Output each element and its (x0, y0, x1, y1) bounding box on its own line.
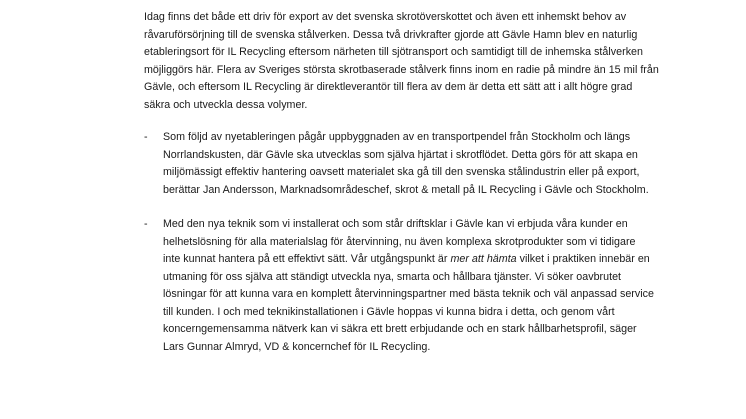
bullet-line: till kunden. I och med teknikinstallationen i Gävle hoppas vi kunna bidra i detta, och genom vårt (163, 305, 615, 318)
bullet-line: utmaning för oss själva att ständigt utveckla nya, smarta och hållbara tjänster. Vi söker oavbrutet (163, 270, 622, 283)
intro-line: etableringsort för IL Recycling eftersom närheten till sjötransport och samtidigt till de inhemska stålverken (144, 46, 643, 58)
intro-line: Idag finns det både ett driv för export av det svenska skrotöverskottet och även ett inhemskt behov av (144, 11, 627, 23)
bullet-text (163, 129, 738, 199)
bullet-text (163, 216, 738, 356)
intro-line: möjliggörs här. Flera av Sveriges största skrotbaserade stålverk finns inom en radie på mindre än 15 mil från (144, 63, 659, 76)
bullet-marker: - (144, 131, 148, 143)
bullet-line: lösningar för att kunna vara en komplett återvinningspartner med bästa teknik och väl anpassad service (163, 288, 654, 300)
bullet-marker: - (144, 218, 148, 230)
intro-line: råvaruförsörjning till de svenska stålverken. Dessa två drivkrafter gjorde att Gävle Hamn blev en naturlig (144, 28, 638, 41)
bullet-line: helhetslösning för alla materialslag för återvinning, nu även komplexa skrotprodukter som vi tidigare (163, 235, 636, 248)
bullet-line: koncerngemensamma nätverk kan vi säkra ett brett erbjudande och en stark hållbarhetsprofil, säger (163, 323, 637, 335)
bullet-line-with-emphasis (163, 251, 738, 269)
bullet-line: Med den nya teknik som vi installerat och som står driftsklar i Gävle kan vi erbjuda våra kunder en (163, 218, 628, 230)
bullet-line: miljömässigt effektiv hantering oavsett materialet ska gå till den svenska stålindustrin eller på export, (163, 166, 640, 178)
bullet-line: Norrlandskusten, där Gävle ska utvecklas som själva hjärtat i skrotflödet. Detta görs för att skapa en (163, 148, 638, 161)
bullet-line: berättar Jan Andersson, Marknadsområdeschef, skrot & metall på IL Recycling i Gävle och Stockholm. (163, 183, 649, 196)
intro-line: säkra och utveckla dessa volymer. (144, 98, 308, 111)
intro-line: Gävle, och eftersom IL Recycling är direktleverantör till flera av dem är detta ett sätt att i allt högre grad (144, 81, 633, 93)
bullet-line-head: inte kunnat hantera på ett effektivt sätt. Vår utgångspunkt är (163, 253, 448, 265)
bullet-line-tail: vilket i praktiken innebär en (519, 253, 650, 265)
bullet-line: Lars Gunnar Almryd, VD & koncernchef för IL Recycling. (163, 340, 431, 353)
bullet-line: Som följd av nyetableringen pågår uppbyggnaden av en transportpendel från Stockholm och längs (163, 131, 631, 143)
emphasis-text: mer att hämta (450, 253, 517, 265)
intro-paragraph (144, 9, 704, 114)
